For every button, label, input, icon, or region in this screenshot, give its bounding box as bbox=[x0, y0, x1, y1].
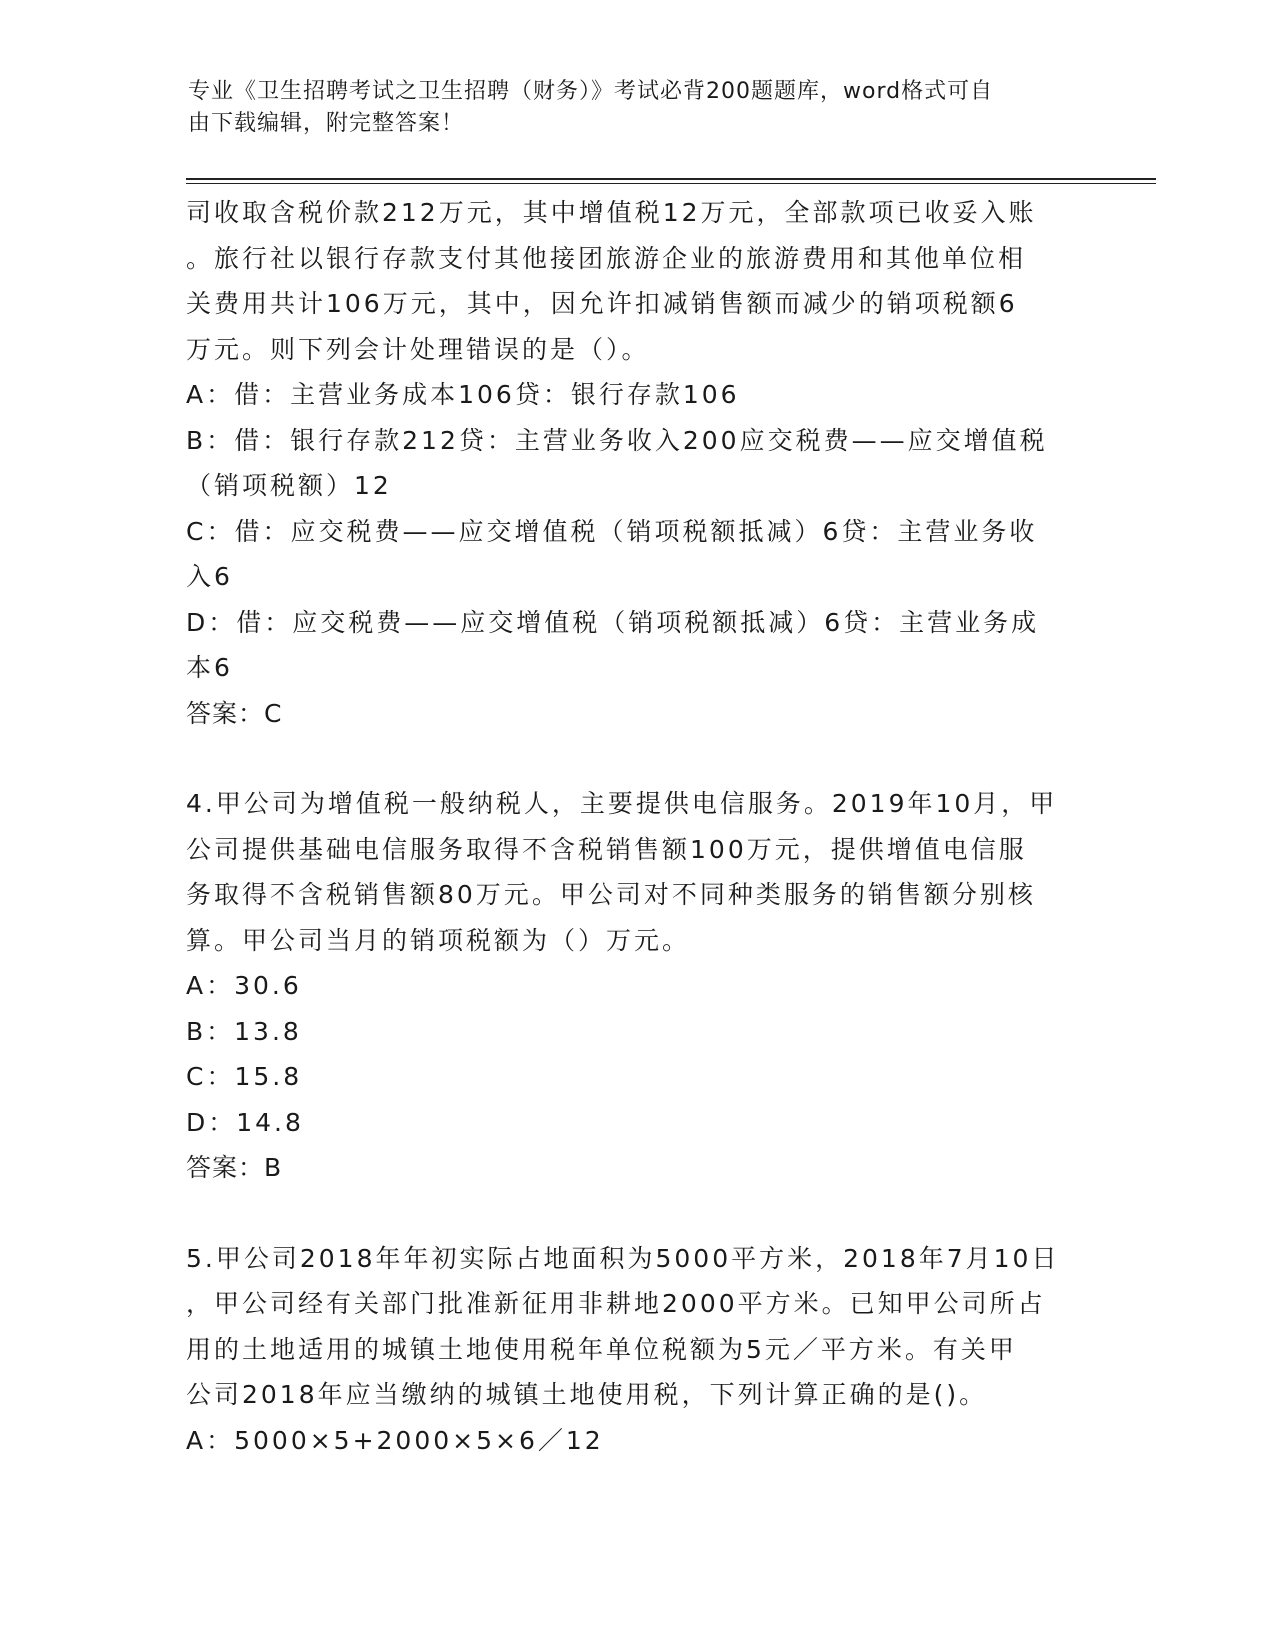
question-3-option-d: D：借：应交税费——应交增值税（销项税额抵减）6贷：主营业务成 bbox=[186, 607, 1040, 637]
document-header bbox=[188, 76, 1068, 140]
document-body bbox=[186, 190, 1086, 1463]
question-5-stem-line: 用的土地适用的城镇土地使用税年单位税额为5元／平方米。有关甲 bbox=[186, 1334, 1017, 1364]
question-3-stem-line: 司收取含税价款212万元，其中增值税12万元，全部款项已收妥入账 bbox=[186, 198, 1037, 227]
question-4-stem-line: 4.甲公司为增值税一般纳税人，主要提供电信服务。2019年10月，甲 bbox=[186, 789, 1058, 818]
question-4-stem-line: 务取得不含税销售额80万元。甲公司对不同种类服务的销售额分别核 bbox=[186, 880, 1036, 909]
question-3-option-b-cont: （销项税额）12 bbox=[186, 471, 392, 500]
question-3-stem-line: 万元。则下列会计处理错误的是（）。 bbox=[186, 334, 650, 364]
question-5-stem-line: 5.甲公司2018年年初实际占地面积为5000平方米，2018年7月10日 bbox=[186, 1243, 1060, 1273]
question-4-option-d: D：14.8 bbox=[186, 1107, 304, 1137]
question-3-option-d-cont: 本6 bbox=[186, 653, 233, 682]
question-3-option-c-cont: 入6 bbox=[186, 562, 233, 591]
question-4-option-b: B：13.8 bbox=[186, 1016, 302, 1046]
header-divider-thick bbox=[186, 178, 1156, 180]
header-divider-thin bbox=[186, 183, 1156, 184]
question-3-option-b: B：借：银行存款212贷：主营业务收入200应交税费——应交增值税 bbox=[186, 425, 1048, 455]
question-4-stem-line: 公司提供基础电信服务取得不含税销售额100万元，提供增值电信服 bbox=[186, 834, 1027, 864]
header-title-line-2: 由下载编辑，附完整答案！ bbox=[188, 111, 465, 136]
question-5-stem-line: 公司2018年应当缴纳的城镇土地使用税，下列计算正确的是()。 bbox=[186, 1380, 988, 1409]
question-3-option-a: A：借：主营业务成本106贷：银行存款106 bbox=[186, 380, 740, 409]
question-spacer bbox=[186, 1191, 1086, 1236]
question-4-option-a: A：30.6 bbox=[186, 971, 302, 1000]
question-5-stem-line: ，甲公司经有关部门批准新征用非耕地2000平方米。已知甲公司所占 bbox=[186, 1289, 1046, 1318]
question-4-answer: 答案：B bbox=[186, 1153, 283, 1182]
question-3-option-c: C：借：应交税费——应交增值税（销项税额抵减）6贷：主营业务收 bbox=[186, 516, 1038, 546]
question-4-stem-line: 算。甲公司当月的销项税额为（）万元。 bbox=[186, 925, 691, 955]
question-3-answer: 答案：C bbox=[186, 698, 283, 728]
question-5 bbox=[186, 1236, 1086, 1464]
question-5-option-a: A：5000×5+2000×5×6／12 bbox=[186, 1425, 604, 1455]
question-3 bbox=[186, 190, 1086, 736]
question-3-stem-line: 关费用共计106万元，其中，因允许扣减销售额而减少的销项税额6 bbox=[186, 289, 1018, 318]
question-3-stem-line: 。旅行社以银行存款支付其他接团旅游企业的旅游费用和其他单位相 bbox=[186, 243, 1027, 273]
question-4-option-c: C：15.8 bbox=[186, 1062, 303, 1091]
header-title-line-1: 专业《卫生招聘考试之卫生招聘（财务）》考试必背200题题库，word格式可自 bbox=[188, 79, 994, 104]
question-4 bbox=[186, 781, 1086, 1191]
question-spacer bbox=[186, 736, 1086, 781]
